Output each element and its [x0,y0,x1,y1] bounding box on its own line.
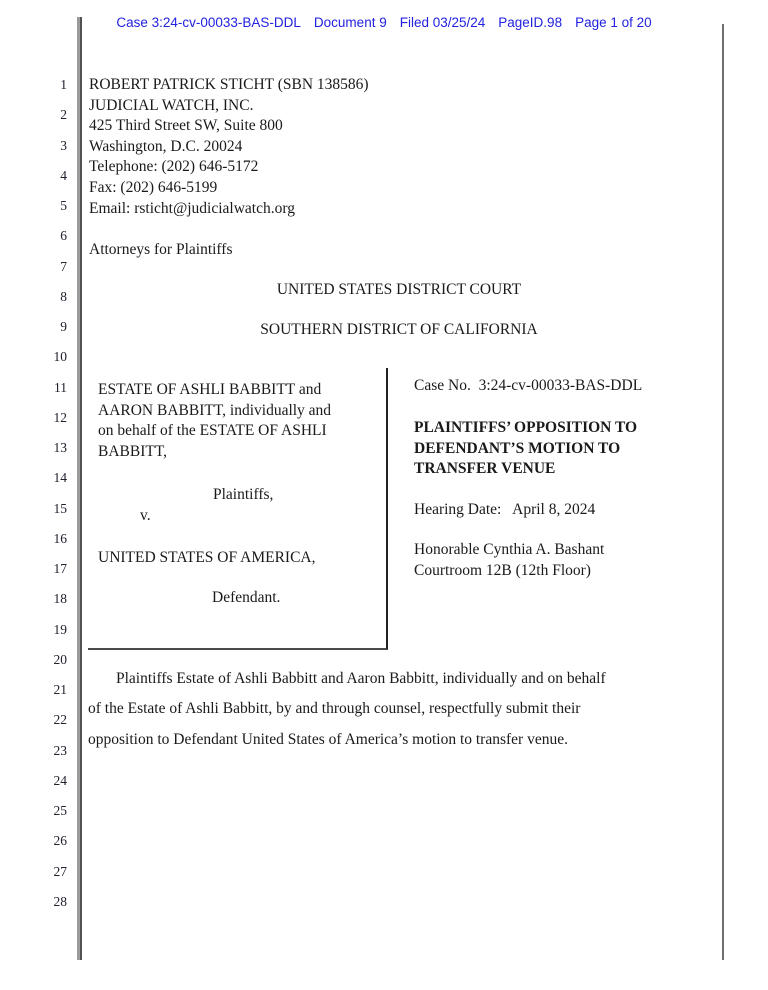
header-document-number: Document 9 [313,15,387,30]
line-number: 15 [53,500,67,516]
plaintiff-party-name [98,380,360,462]
court-name-heading: UNITED STATES DISTRICT COURT [276,281,522,298]
body-paragraph [88,664,715,755]
court-district-heading: SOUTHERN DISTRICT OF CALIFORNIA [260,321,538,338]
line-number: 13 [53,440,67,455]
attorneys-for-label: Attorneys for Plaintiffs [89,241,233,258]
header-page-count: Page 1 of 20 [575,15,652,30]
line-number: 24 [53,772,67,788]
line-number: 26 [53,833,67,849]
line-number: 25 [53,803,67,818]
line-number: 4 [60,167,67,183]
courtroom: Courtroom 12B (12th Floor) [414,561,591,579]
judge-info [414,540,604,581]
attorney-line: Email: rsticht@judicialwatch.org [89,199,295,217]
attorney-line: ROBERT PATRICK STICHT (SBN 138586) [89,76,369,93]
attorney-block [89,75,369,219]
case-caption-box [88,368,388,650]
ecf-page-header [0,15,768,30]
party-line: BABBITT, [98,442,168,460]
attorney-line: Washington, D.C. 20024 [89,137,243,155]
line-number: 23 [53,742,67,758]
body-line: opposition to Defendant United States of America’s motion to transfer venue. [88,730,568,748]
line-number: 1 [60,77,67,92]
line-number: 22 [53,712,67,728]
body-line: Plaintiffs Estate of Ashli Babbitt and Aaron Babbitt, individually and on behalf [116,670,606,687]
line-number: 16 [53,530,67,546]
line-number: 7 [60,258,67,274]
line-number-column [36,70,67,917]
left-margin-rule [77,17,82,960]
judge-name: Honorable Cynthia A. Bashant [414,541,605,558]
header-page-id: PageID.98 [498,15,563,30]
line-number: 3 [60,137,67,153]
line-number: 14 [53,470,67,486]
plaintiffs-label: Plaintiffs, [213,486,274,503]
line-number: 21 [53,682,67,697]
body-line: of the Estate of Ashli Babbitt, by and through counsel, respectfully submit their [88,700,581,718]
document-title [414,418,637,480]
line-number: 10 [53,349,67,365]
line-number: 17 [53,561,67,576]
line-number: 20 [53,651,67,667]
line-number: 8 [60,288,67,304]
line-number: 2 [60,107,67,123]
attorney-line: Telephone: (202) 646-5172 [89,158,259,176]
title-line: TRANSFER VENUE [414,460,556,478]
title-line: PLAINTIFFS’ OPPOSITION TO [414,419,638,436]
attorney-line: Fax: (202) 646-5199 [89,178,218,196]
title-line: DEFENDANT’S MOTION TO [414,439,621,457]
header-filed-date: Filed 03/25/24 [399,15,486,30]
attorney-line: JUDICIAL WATCH, INC. [89,96,254,114]
versus-label: v. [140,507,151,524]
case-number: Case No. 3:24-cv-00033-BAS-DDL [414,377,643,394]
line-number: 27 [53,863,67,879]
defendant-label: Defendant. [212,589,281,606]
hearing-date: Hearing Date: April 8, 2024 [414,501,596,518]
line-number: 28 [53,893,67,909]
line-number: 9 [60,319,67,334]
attorney-line: 425 Third Street SW, Suite 800 [89,117,283,135]
line-number: 5 [60,198,67,213]
right-margin-rule [722,24,724,960]
defendant-party-name: UNITED STATES OF AMERICA, [98,549,316,566]
line-number: 12 [53,409,67,425]
party-line: on behalf of the ESTATE OF ASHLI [98,422,327,440]
line-number: 11 [54,379,67,395]
party-line: ESTATE OF ASHLI BABBITT and [98,381,322,398]
party-line: AARON BABBITT, individually and [98,401,332,419]
header-case-number: Case 3:24-cv-00033-BAS-DDL [116,15,301,30]
line-number: 18 [53,591,67,607]
line-number: 6 [60,228,67,244]
line-number: 19 [53,621,67,637]
